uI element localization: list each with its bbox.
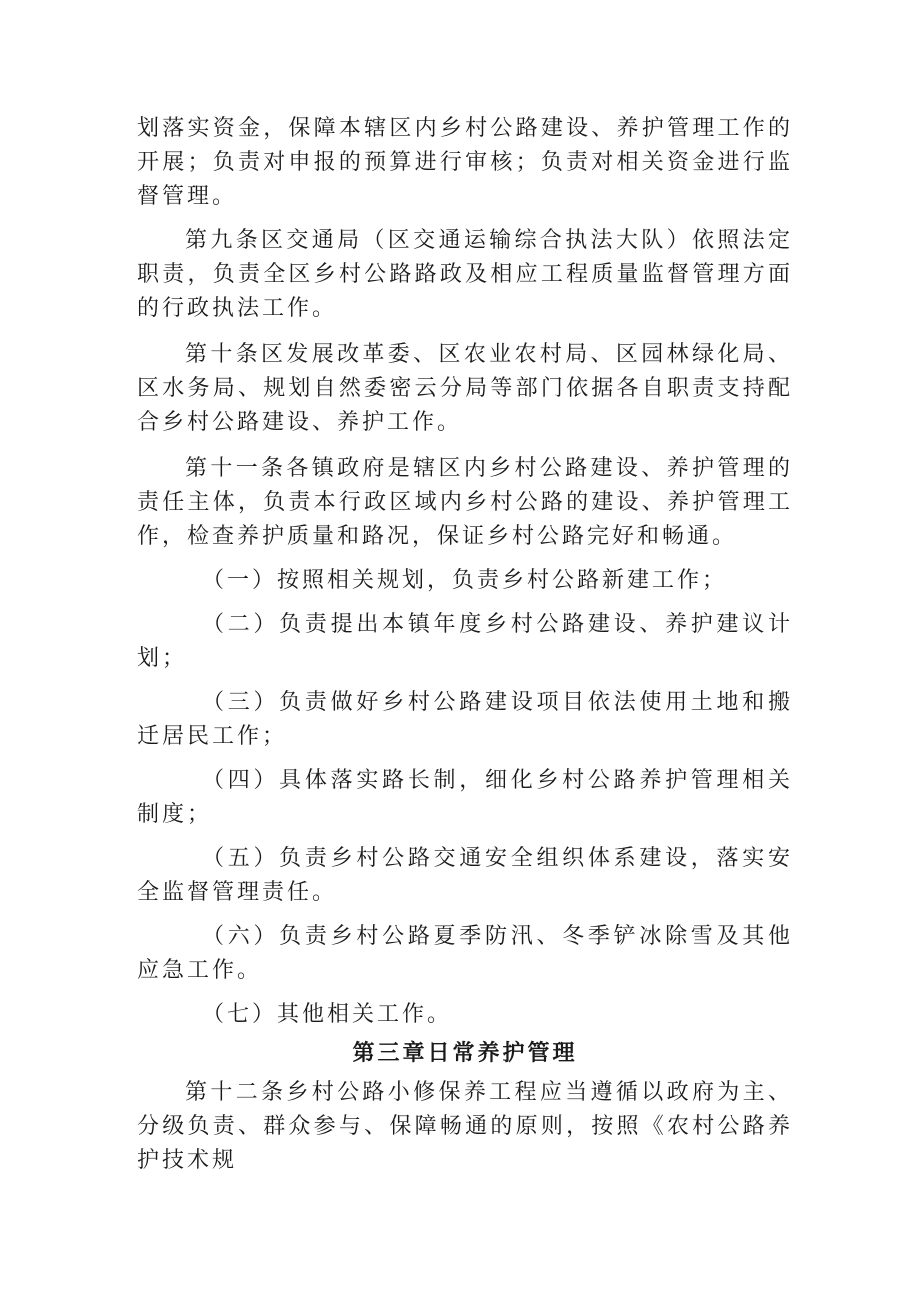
article-12: 第十二条乡村公路小修保养工程应当遵循以政府为主、分级负责、群众参与、保障畅通的原则，按照《农村公路养护技术规 xyxy=(137,1080,793,1173)
article-11: 第十一条各镇政府是辖区内乡村公路建设、养护管理的责任主体，负责本行政区域内乡村公路的建设、养护管理工作，检查养护质量和路况，保证乡村公路完好和畅通。 xyxy=(137,456,793,549)
item-4: （四）具体落实路长制，细化乡村公路养护管理相关制度； xyxy=(137,768,793,827)
item-5: （五）负责乡村公路交通安全组织体系建设，落实安全监督管理责任。 xyxy=(137,846,793,905)
item-2: （二）负责提出本镇年度乡村公路建设、养护建议计划； xyxy=(137,612,793,671)
item-1: （一）按照相关规划，负责乡村公路新建工作； xyxy=(202,568,728,593)
article-10: 第十条区发展改革委、区农业农村局、区园林绿化局、区水务局、规划自然委密云分局等部门依据各自职责支持配合乡村公路建设、养护工作。 xyxy=(137,342,793,435)
article-9: 第九条区交通局（区交通运输综合执法大队）依照法定职责，负责全区乡村公路路政及相应工程质量监督管理方面的行政执法工作。 xyxy=(137,228,793,321)
item-7: （七）其他相关工作。 xyxy=(202,1002,453,1027)
paragraph-funding: 划落实资金，保障本辖区内乡村公路建设、养护管理工作的开展；负责对申报的预算进行审核；负责对相关资金进行监督管理。 xyxy=(137,116,793,209)
document-page xyxy=(137,112,793,1178)
item-3: （三）负责做好乡村公路建设项目依法使用土地和搬迁居民工作； xyxy=(137,690,793,749)
item-6: （六）负责乡村公路夏季防汛、冬季铲冰除雪及其他应急工作。 xyxy=(137,924,793,983)
chapter-heading: 第三章日常养护管理 xyxy=(352,1040,578,1066)
